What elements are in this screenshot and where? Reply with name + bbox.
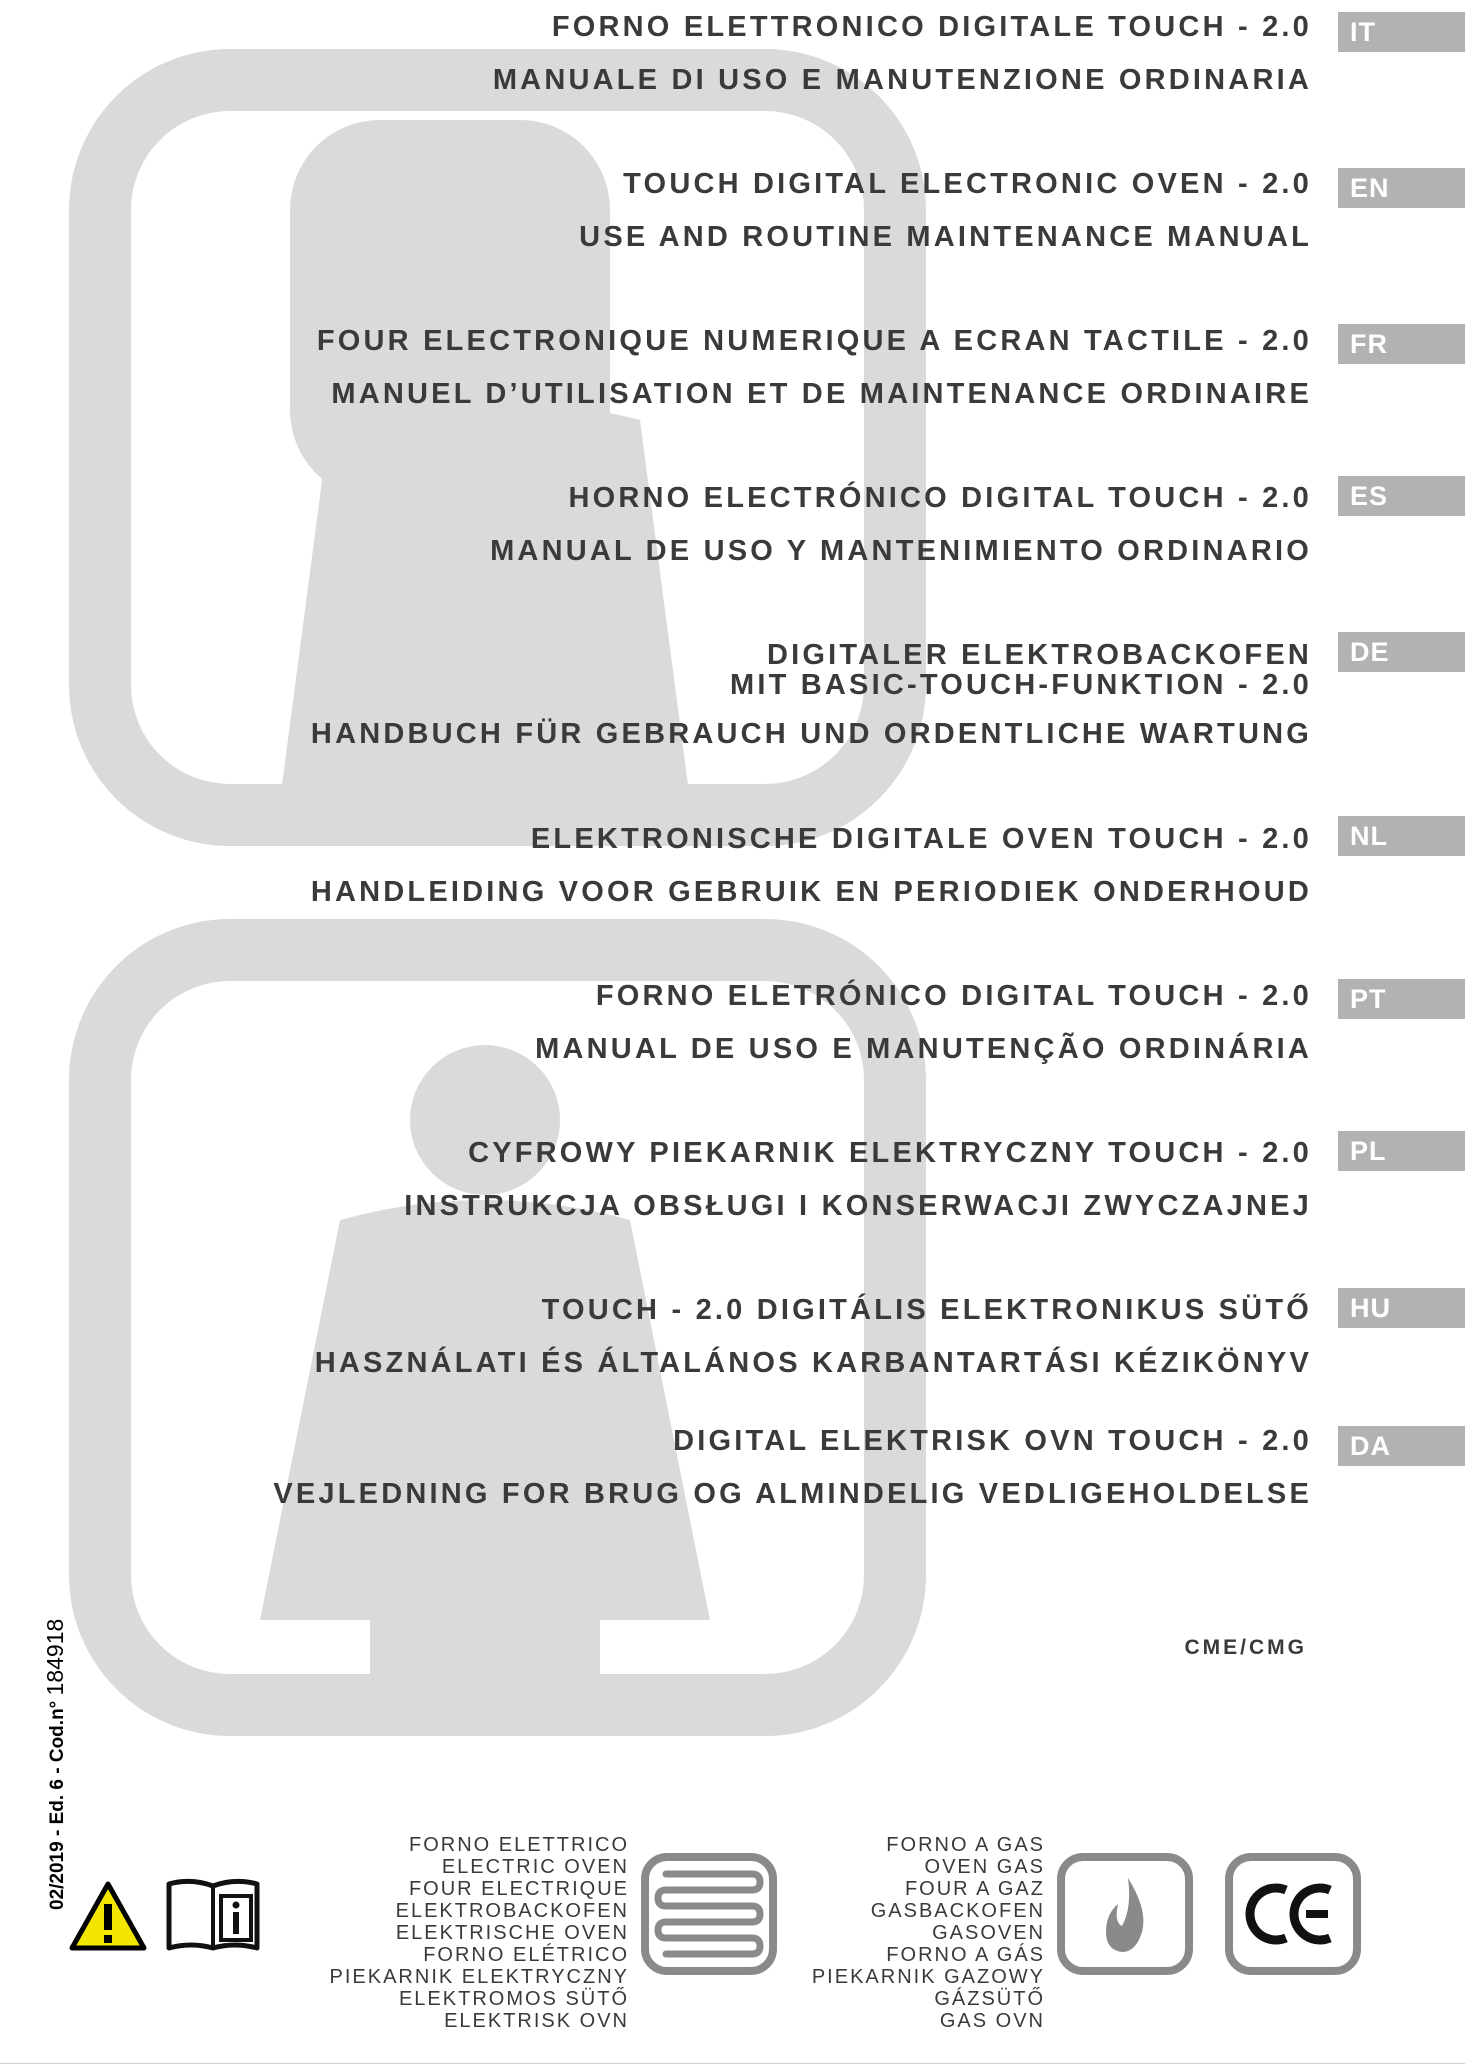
gas-oven-label: OVEN GAS [924,1856,1045,1878]
lang-tab-hu: HU [1338,1288,1465,1328]
electric-oven-label: PIEKARNIK ELEKTRYCZNY [329,1966,629,1988]
subtitle-fr: MANUEL D’UTILISATION ET DE MAINTENANCE ORDINAIRE [331,378,1312,410]
manual-info-icon [165,1876,261,1952]
electric-oven-label: ELEKTROBACKOFEN [395,1900,629,1922]
lang-block-nl [311,822,1312,909]
electric-oven-labels [330,1834,629,2032]
gas-oven-label: FORNO A GAS [886,1834,1045,1856]
title-fr: FOUR ELECTRONIQUE NUMERIQUE A ECRAN TACTILE - 2.0 [316,325,1312,357]
lang-block-fr [317,324,1312,411]
gas-oven-labels [812,1834,1045,2032]
gas-oven-label: GAS OVN [939,2010,1045,2032]
subtitle-nl: HANDLEIDING VOOR GEBRUIK EN PERIODIEK ONDERHOUD [310,876,1312,908]
lang-tab-pt: PT [1338,979,1465,1019]
gas-oven-label: GÁZSÜTŐ [934,1988,1045,2010]
electric-oven-label: ELECTRIC OVEN [441,1856,629,1878]
gas-oven-label: PIEKARNIK GAZOWY [811,1966,1045,1988]
document-code-prefix: 02/2019 - Ed. 6 - Cod.n° [47,1700,68,1910]
subtitle-pt: MANUAL DE USO E MANUTENÇÃO ORDINÁRIA [535,1033,1312,1065]
ce-mark-icon [1224,1852,1362,1976]
gas-oven-label: FOUR A GAZ [904,1878,1045,1900]
lang-tab-es: ES [1338,476,1465,516]
gas-oven-label: GASBACKOFEN [870,1900,1045,1922]
gas-oven-label: FORNO A GÁS [886,1944,1045,1966]
gas-oven-label: GASOVEN [932,1922,1045,1944]
lang-block-hu [315,1293,1312,1380]
model-code: CME/CMG [1184,1636,1307,1659]
lang-tab-pl: PL [1338,1131,1465,1171]
lang-tab-fr: FR [1338,324,1465,364]
title-en: TOUCH DIGITAL ELECTRONIC OVEN - 2.0 [623,168,1312,200]
subtitle-pl: INSTRUKCJA OBSŁUGI I KONSERWACJI ZWYCZAJNEJ [404,1190,1312,1222]
subtitle-da: VEJLEDNING FOR BRUG OG ALMINDELIG VEDLIGEHOLDELSE [273,1478,1312,1510]
bottom-divider [0,2063,1465,2064]
lang-tab-it: IT [1338,12,1465,52]
lang-block-da [273,1424,1312,1511]
electric-oven-label: FORNO ELETTRICO [408,1834,629,1856]
subtitle-de: HANDBUCH FÜR GEBRAUCH UND ORDENTLICHE WARTUNG [310,718,1312,750]
electric-oven-label: FOUR ELECTRIQUE [408,1878,629,1900]
electric-oven-icon [640,1852,778,1976]
lang-block-pt [535,979,1312,1066]
document-code [42,1619,69,1910]
electric-oven-label: ELEKTRISCHE OVEN [395,1922,629,1944]
lang-block-it [493,10,1312,97]
title-da: DIGITAL ELEKTRISK OVN TOUCH - 2.0 [673,1425,1312,1457]
lang-tab-de: DE [1338,632,1465,672]
electric-oven-label: ELEKTRISK OVN [444,2010,629,2032]
lang-block-de [311,638,1312,751]
subtitle-it: MANUALE DI USO E MANUTENZIONE ORDINARIA [492,64,1312,96]
lang-tab-en: EN [1338,168,1465,208]
title-de: DIGITALER ELEKTROBACKOFEN [766,639,1312,671]
lang-block-en [579,167,1312,254]
title-nl: ELEKTRONISCHE DIGITALE OVEN TOUCH - 2.0 [530,823,1312,855]
title-de-line2: MIT BASIC-TOUCH-FUNKTION - 2.0 [729,669,1312,701]
electric-oven-label: FORNO ELÉTRICO [423,1944,629,1966]
title-es: HORNO ELECTRÓNICO DIGITAL TOUCH - 2.0 [568,482,1312,514]
subtitle-en: USE AND ROUTINE MAINTENANCE MANUAL [579,221,1312,253]
subtitle-hu: HASZNÁLATI ÉS ÁLTALÁNOS KARBANTARTÁSI KÉZIKÖNYV [314,1347,1312,1379]
lang-block-pl [404,1136,1312,1223]
title-hu: TOUCH - 2.0 DIGITÁLIS ELEKTRONIKUS SÜTŐ [541,1294,1312,1326]
gas-flame-icon [1056,1852,1194,1976]
document-code-number: 184918 [42,1618,68,1696]
lang-tab-da: DA [1338,1426,1465,1466]
title-pt: FORNO ELETRÓNICO DIGITAL TOUCH - 2.0 [595,980,1312,1012]
warning-icon [68,1880,148,1952]
lang-block-es [490,481,1312,568]
lang-tab-nl: NL [1338,816,1465,856]
title-pl: CYFROWY PIEKARNIK ELEKTRYCZNY TOUCH - 2.0 [468,1137,1312,1169]
electric-oven-label: ELEKTROMOS SÜTŐ [398,1988,629,2010]
subtitle-es: MANUAL DE USO Y MANTENIMIENTO ORDINARIO [490,535,1312,567]
title-it: FORNO ELETTRONICO DIGITALE TOUCH - 2.0 [551,11,1312,43]
